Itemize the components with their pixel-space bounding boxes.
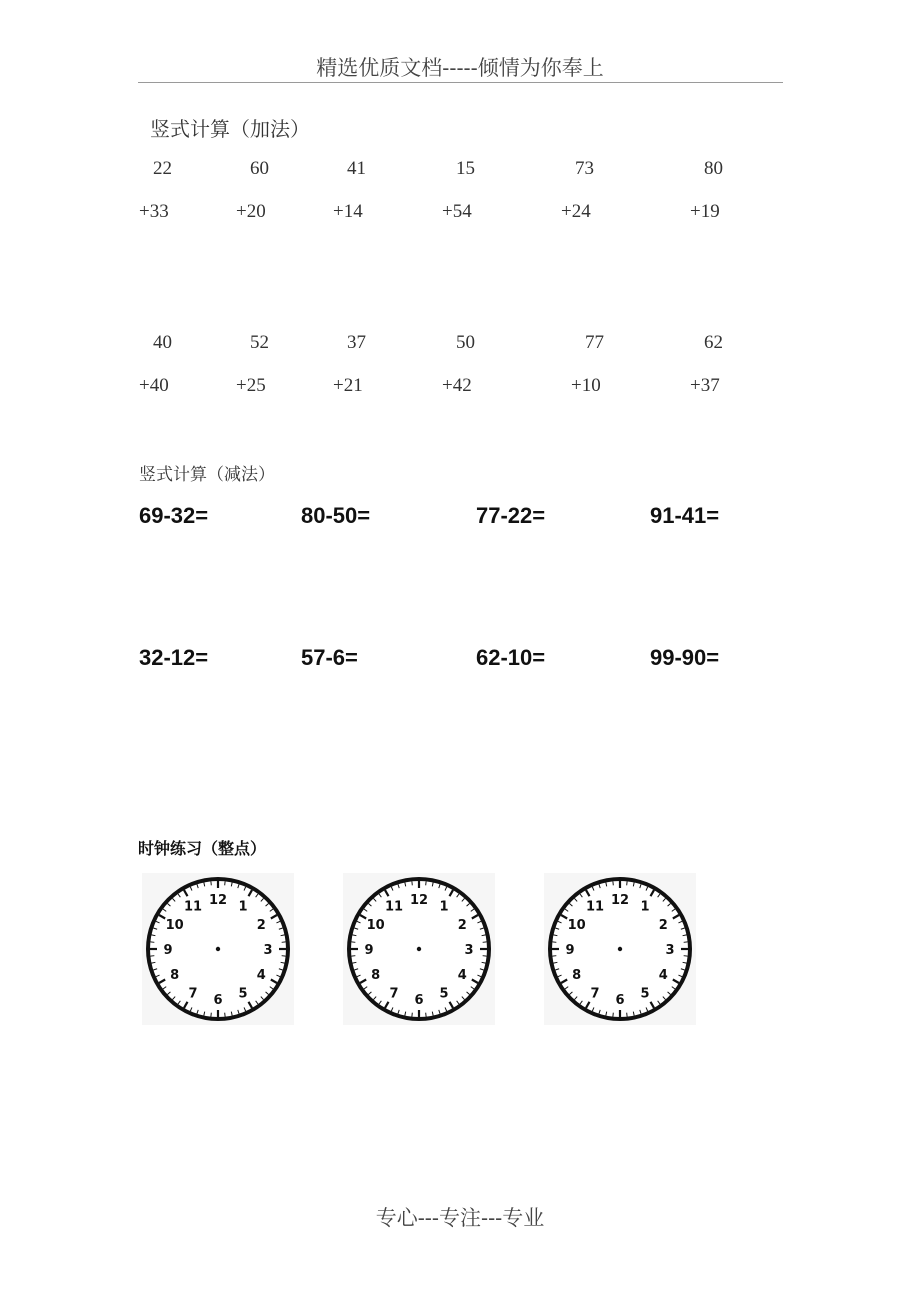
clock-numeral: 12 <box>208 893 228 908</box>
subtraction-problem: 80-50= <box>301 503 371 528</box>
addition-top-number: 62 <box>704 332 723 353</box>
header-divider <box>138 82 783 83</box>
clock-numeral: 1 <box>640 899 650 915</box>
clock-numeral: 10 <box>165 918 184 933</box>
page-header: 精选优质文档-----倾情为你奉上 <box>316 56 604 80</box>
clock-center-dot <box>417 947 421 951</box>
addition-bottom-number: +33 <box>139 201 169 222</box>
clock-numeral: 8 <box>572 968 582 983</box>
clock-numeral: 11 <box>384 899 404 915</box>
addition-bottom-number: +14 <box>333 201 363 222</box>
clock-numeral: 12 <box>409 893 429 908</box>
page-footer: 专心---专注---专业 <box>375 1206 545 1230</box>
subtraction-section-title: 竖式计算（减法） <box>139 465 275 485</box>
clock-numeral: 7 <box>188 986 198 1002</box>
clock-numeral: 5 <box>238 986 248 1002</box>
clock-numeral: 5 <box>640 986 650 1002</box>
clock-numeral: 11 <box>585 899 605 915</box>
clock-numeral: 4 <box>256 968 266 983</box>
clock-numeral: 1 <box>238 899 248 915</box>
addition-top-number: 73 <box>575 158 594 179</box>
addition-bottom-number: +40 <box>139 375 169 396</box>
subtraction-problem: 62-10= <box>476 645 546 670</box>
clock-face-1 <box>142 873 294 1025</box>
addition-bottom-number: +54 <box>442 201 472 222</box>
addition-top-number: 41 <box>347 158 366 179</box>
clock-numeral: 6 <box>414 993 424 1008</box>
clock-numeral: 5 <box>439 986 449 1002</box>
clock-numeral: 9 <box>565 943 575 958</box>
subtraction-problem: 77-22= <box>476 503 546 528</box>
clock-numeral: 8 <box>170 968 180 983</box>
addition-bottom-number: +10 <box>571 375 601 396</box>
clock-numeral: 3 <box>263 943 273 958</box>
addition-top-number: 22 <box>153 158 172 179</box>
clock-numeral: 8 <box>371 968 381 983</box>
addition-top-number: 37 <box>347 332 366 353</box>
addition-bottom-number: +20 <box>236 201 266 222</box>
clock-numeral: 10 <box>366 918 385 933</box>
clock-numeral: 7 <box>590 986 600 1002</box>
clock-numeral: 2 <box>256 918 266 933</box>
clock-numeral: 10 <box>567 918 586 933</box>
addition-top-number: 52 <box>250 332 269 353</box>
subtraction-problem: 32-12= <box>139 645 209 670</box>
clock-numeral: 2 <box>457 918 467 933</box>
addition-top-number: 80 <box>704 158 723 179</box>
addition-top-number: 15 <box>456 158 475 179</box>
clock-center-dot <box>618 947 622 951</box>
subtraction-problem: 91-41= <box>650 503 720 528</box>
clock-numeral: 12 <box>610 893 630 908</box>
clock-section-title: 时钟练习（整点） <box>138 839 267 858</box>
clock-face-2 <box>343 873 495 1025</box>
clock-numeral: 2 <box>658 918 668 933</box>
clock-numeral: 6 <box>213 993 223 1008</box>
addition-top-number: 60 <box>250 158 269 179</box>
clock-numeral: 7 <box>389 986 399 1002</box>
clock-numeral: 6 <box>615 993 625 1008</box>
addition-bottom-number: +25 <box>236 375 266 396</box>
addition-section-title: 竖式计算（加法） <box>150 117 310 141</box>
clock-numeral: 4 <box>457 968 467 983</box>
addition-bottom-number: +24 <box>561 201 591 222</box>
clock-numeral: 3 <box>464 943 474 958</box>
addition-bottom-number: +19 <box>690 201 720 222</box>
addition-bottom-number: +21 <box>333 375 363 396</box>
clock-center-dot <box>216 947 220 951</box>
addition-bottom-number: +37 <box>690 375 720 396</box>
clock-face-3 <box>544 873 696 1025</box>
subtraction-problem: 57-6= <box>301 645 358 670</box>
subtraction-problem: 99-90= <box>650 645 720 670</box>
clock-numeral: 1 <box>439 899 449 915</box>
addition-bottom-number: +42 <box>442 375 472 396</box>
clock-numeral: 4 <box>658 968 668 983</box>
addition-top-number: 77 <box>585 332 604 353</box>
clock-numeral: 9 <box>364 943 374 958</box>
subtraction-problem: 69-32= <box>139 503 209 528</box>
clock-numeral: 3 <box>665 943 675 958</box>
clock-numeral: 11 <box>183 899 203 915</box>
addition-top-number: 50 <box>456 332 475 353</box>
clock-numeral: 9 <box>163 943 173 958</box>
addition-top-number: 40 <box>153 332 172 353</box>
